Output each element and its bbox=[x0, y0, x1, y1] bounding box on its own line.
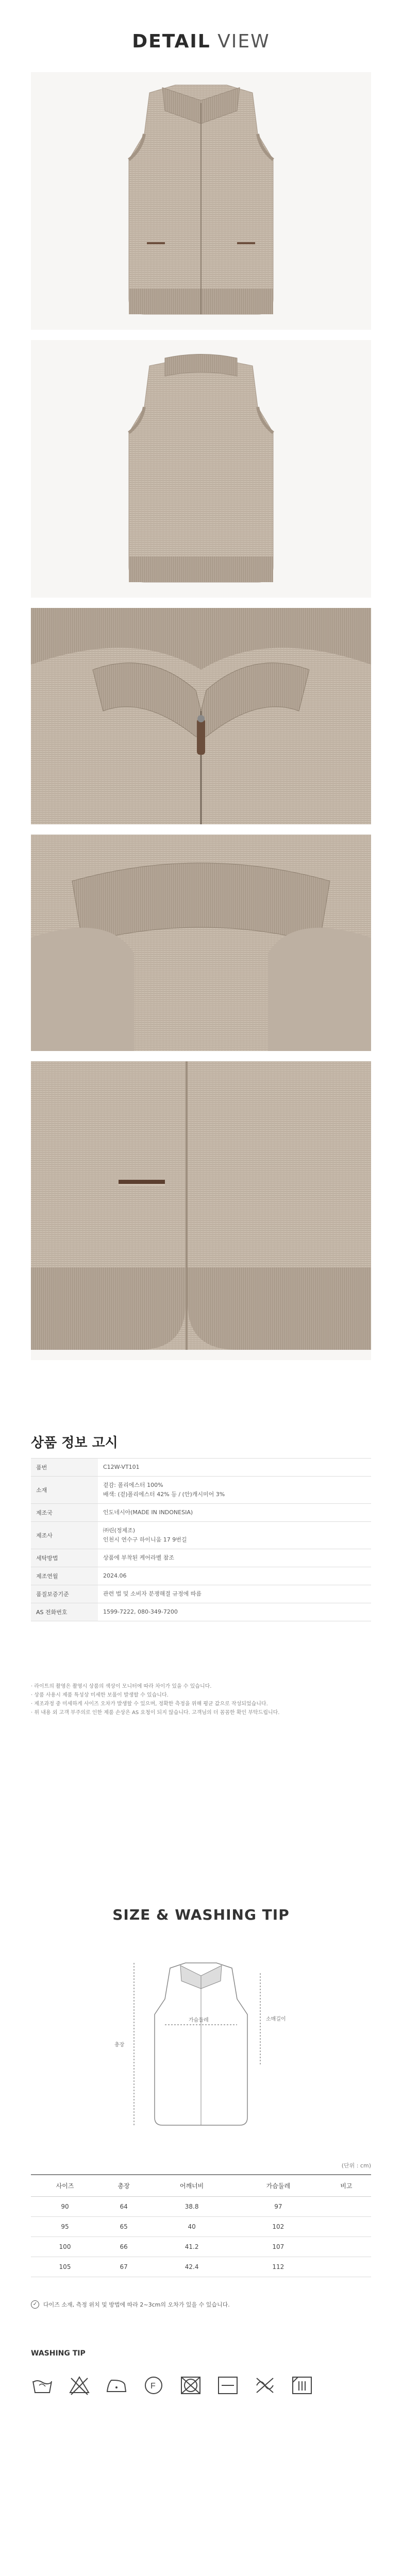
info-value: C12W-VT101 bbox=[98, 1459, 371, 1477]
note-line: · 제조과정 중 미세하게 사이즈 오차가 발생할 수 있으며, 정확한 측정을 위해 평균 값으로 작성되었습니다. bbox=[31, 1701, 268, 1707]
info-key: 제조연월 bbox=[31, 1567, 98, 1585]
back-neck-detail-photo bbox=[31, 835, 371, 1051]
size-table-header: 가슴둘레 bbox=[235, 2175, 322, 2197]
info-key: 제조국 bbox=[31, 1504, 98, 1522]
info-key: 제조사 bbox=[31, 1522, 98, 1549]
check-icon: ✓ bbox=[31, 2300, 39, 2309]
info-row bbox=[31, 1504, 371, 1522]
info-row bbox=[31, 1585, 371, 1603]
info-row bbox=[31, 1549, 371, 1567]
size-table-row bbox=[31, 2257, 371, 2277]
info-row bbox=[31, 1603, 371, 1621]
front-view-photo bbox=[31, 72, 371, 330]
size-remark-text: 다이즈 소재, 측정 위치 및 방법에 따라 2~3cm의 오차가 있을 수 있습니다. bbox=[43, 2301, 230, 2308]
info-value: 겉감: 폴리에스터 100% 배색: (겉)폴리에스터 42% 등 / (안)캐시미어 3% bbox=[98, 1477, 371, 1504]
no-bleach-icon bbox=[68, 2375, 91, 2396]
size-table-cell bbox=[322, 2237, 371, 2257]
size-remark bbox=[31, 2300, 371, 2309]
no-wring-icon bbox=[254, 2375, 276, 2396]
info-row bbox=[31, 1459, 371, 1477]
pocket-hem-illustration bbox=[31, 1061, 371, 1360]
info-key: 품질보증기준 bbox=[31, 1585, 98, 1603]
size-table-cell: 42.4 bbox=[148, 2257, 235, 2277]
info-value: 관련 법 및 소비자 분쟁해결 규정에 따름 bbox=[98, 1585, 371, 1603]
detail-view-heading bbox=[0, 31, 402, 52]
note-line: · 상품 사용시 제품 특성상 미세한 보풀이 발생할 수 있습니다. bbox=[31, 1692, 169, 1698]
size-table-cell: 100 bbox=[31, 2237, 99, 2257]
product-info-title: 상품 정보 고시 bbox=[31, 1435, 118, 1451]
svg-text:F: F bbox=[150, 2382, 156, 2391]
pocket-hem-detail-photo bbox=[31, 1061, 371, 1360]
info-value: 인도네시아(MADE IN INDONESIA) bbox=[98, 1504, 371, 1522]
low-iron-icon bbox=[105, 2375, 128, 2396]
size-table-cell: 112 bbox=[235, 2257, 322, 2277]
heading-bold: DETAIL bbox=[132, 31, 211, 52]
washing-tip-title: WASHING TIP bbox=[31, 2349, 86, 2358]
size-table-header: 사이즈 bbox=[31, 2175, 99, 2197]
size-table-cell: 97 bbox=[235, 2197, 322, 2217]
size-table-cell bbox=[322, 2197, 371, 2217]
no-tumble-dry-icon bbox=[179, 2375, 202, 2396]
collar-closeup-illustration bbox=[31, 608, 371, 824]
note-line: · 라이트의 촬영은 촬영시 상품의 색상이 모니터에 따라 차이가 있을 수 있습니다. bbox=[31, 1684, 212, 1689]
size-table-cell: 41.2 bbox=[148, 2237, 235, 2257]
info-key: 소재 bbox=[31, 1477, 98, 1504]
info-key: 품번 bbox=[31, 1459, 98, 1477]
back-view-photo bbox=[31, 340, 371, 598]
collar-detail-photo bbox=[31, 608, 371, 824]
info-row bbox=[31, 1477, 371, 1504]
chest-label: 가슴둘레 bbox=[189, 2018, 209, 2023]
note-line: · 위 내용 외 고객 부주의로 인한 제품 손상은 AS 요청이 되지 않습니다. 고객님의 더 꼼꼼한 확인 부탁드립니다. bbox=[31, 1710, 280, 1716]
washing-icons-row bbox=[31, 2370, 371, 2401]
size-table-cell bbox=[322, 2257, 371, 2277]
size-table-cell: 95 bbox=[31, 2217, 99, 2237]
size-table-cell: 40 bbox=[148, 2217, 235, 2237]
size-table-cell: 66 bbox=[99, 2237, 148, 2257]
size-table-cell: 105 bbox=[31, 2257, 99, 2277]
size-table-cell bbox=[322, 2217, 371, 2237]
vest-outline-diagram bbox=[82, 1953, 320, 2143]
hand-wash-icon bbox=[31, 2375, 54, 2396]
length-label: 총장 bbox=[114, 2042, 125, 2048]
size-diagram bbox=[82, 1953, 320, 2143]
size-table-cell: 107 bbox=[235, 2237, 322, 2257]
size-table-row bbox=[31, 2237, 371, 2257]
dry-clean-icon bbox=[142, 2375, 165, 2396]
product-info-notes bbox=[31, 1682, 371, 1717]
size-table-header: 어깨너비 bbox=[148, 2175, 235, 2197]
size-table-cell: 38.8 bbox=[148, 2197, 235, 2217]
size-table-header: 총장 bbox=[99, 2175, 148, 2197]
vest-back-illustration bbox=[31, 340, 371, 598]
size-washing-title: SIZE & WASHING TIP bbox=[112, 1906, 290, 1923]
back-neck-illustration bbox=[31, 835, 371, 1051]
shade-dry-icon bbox=[291, 2375, 313, 2396]
size-table-cell: 67 bbox=[99, 2257, 148, 2277]
size-table-cell: 90 bbox=[31, 2197, 99, 2217]
product-info-table bbox=[31, 1458, 371, 1621]
size-table bbox=[31, 2174, 371, 2277]
armhole-label: 소매길이 bbox=[266, 2016, 286, 2022]
info-value: 1599-7222, 080-349-7200 bbox=[98, 1603, 371, 1621]
info-row bbox=[31, 1522, 371, 1549]
info-key: 세탁방법 bbox=[31, 1549, 98, 1567]
info-value: ㈜린(정제조) 인천시 연수구 하이니움 17 9번길 bbox=[98, 1522, 371, 1549]
size-table-cell: 102 bbox=[235, 2217, 322, 2237]
size-table-header: 비고 bbox=[322, 2175, 371, 2197]
info-key: AS 전화번호 bbox=[31, 1603, 98, 1621]
size-table-row bbox=[31, 2197, 371, 2217]
info-value: 상품에 부착된 케어라벨 참조 bbox=[98, 1549, 371, 1567]
size-table-cell: 64 bbox=[99, 2197, 148, 2217]
heading-light: VIEW bbox=[217, 31, 270, 52]
info-value: 2024.06 bbox=[98, 1567, 371, 1585]
vest-front-illustration bbox=[31, 72, 371, 330]
info-row bbox=[31, 1567, 371, 1585]
flat-dry-icon bbox=[216, 2375, 239, 2396]
size-table-cell: 65 bbox=[99, 2217, 148, 2237]
unit-label: (단위 : cm) bbox=[341, 2162, 371, 2169]
size-table-row bbox=[31, 2217, 371, 2237]
